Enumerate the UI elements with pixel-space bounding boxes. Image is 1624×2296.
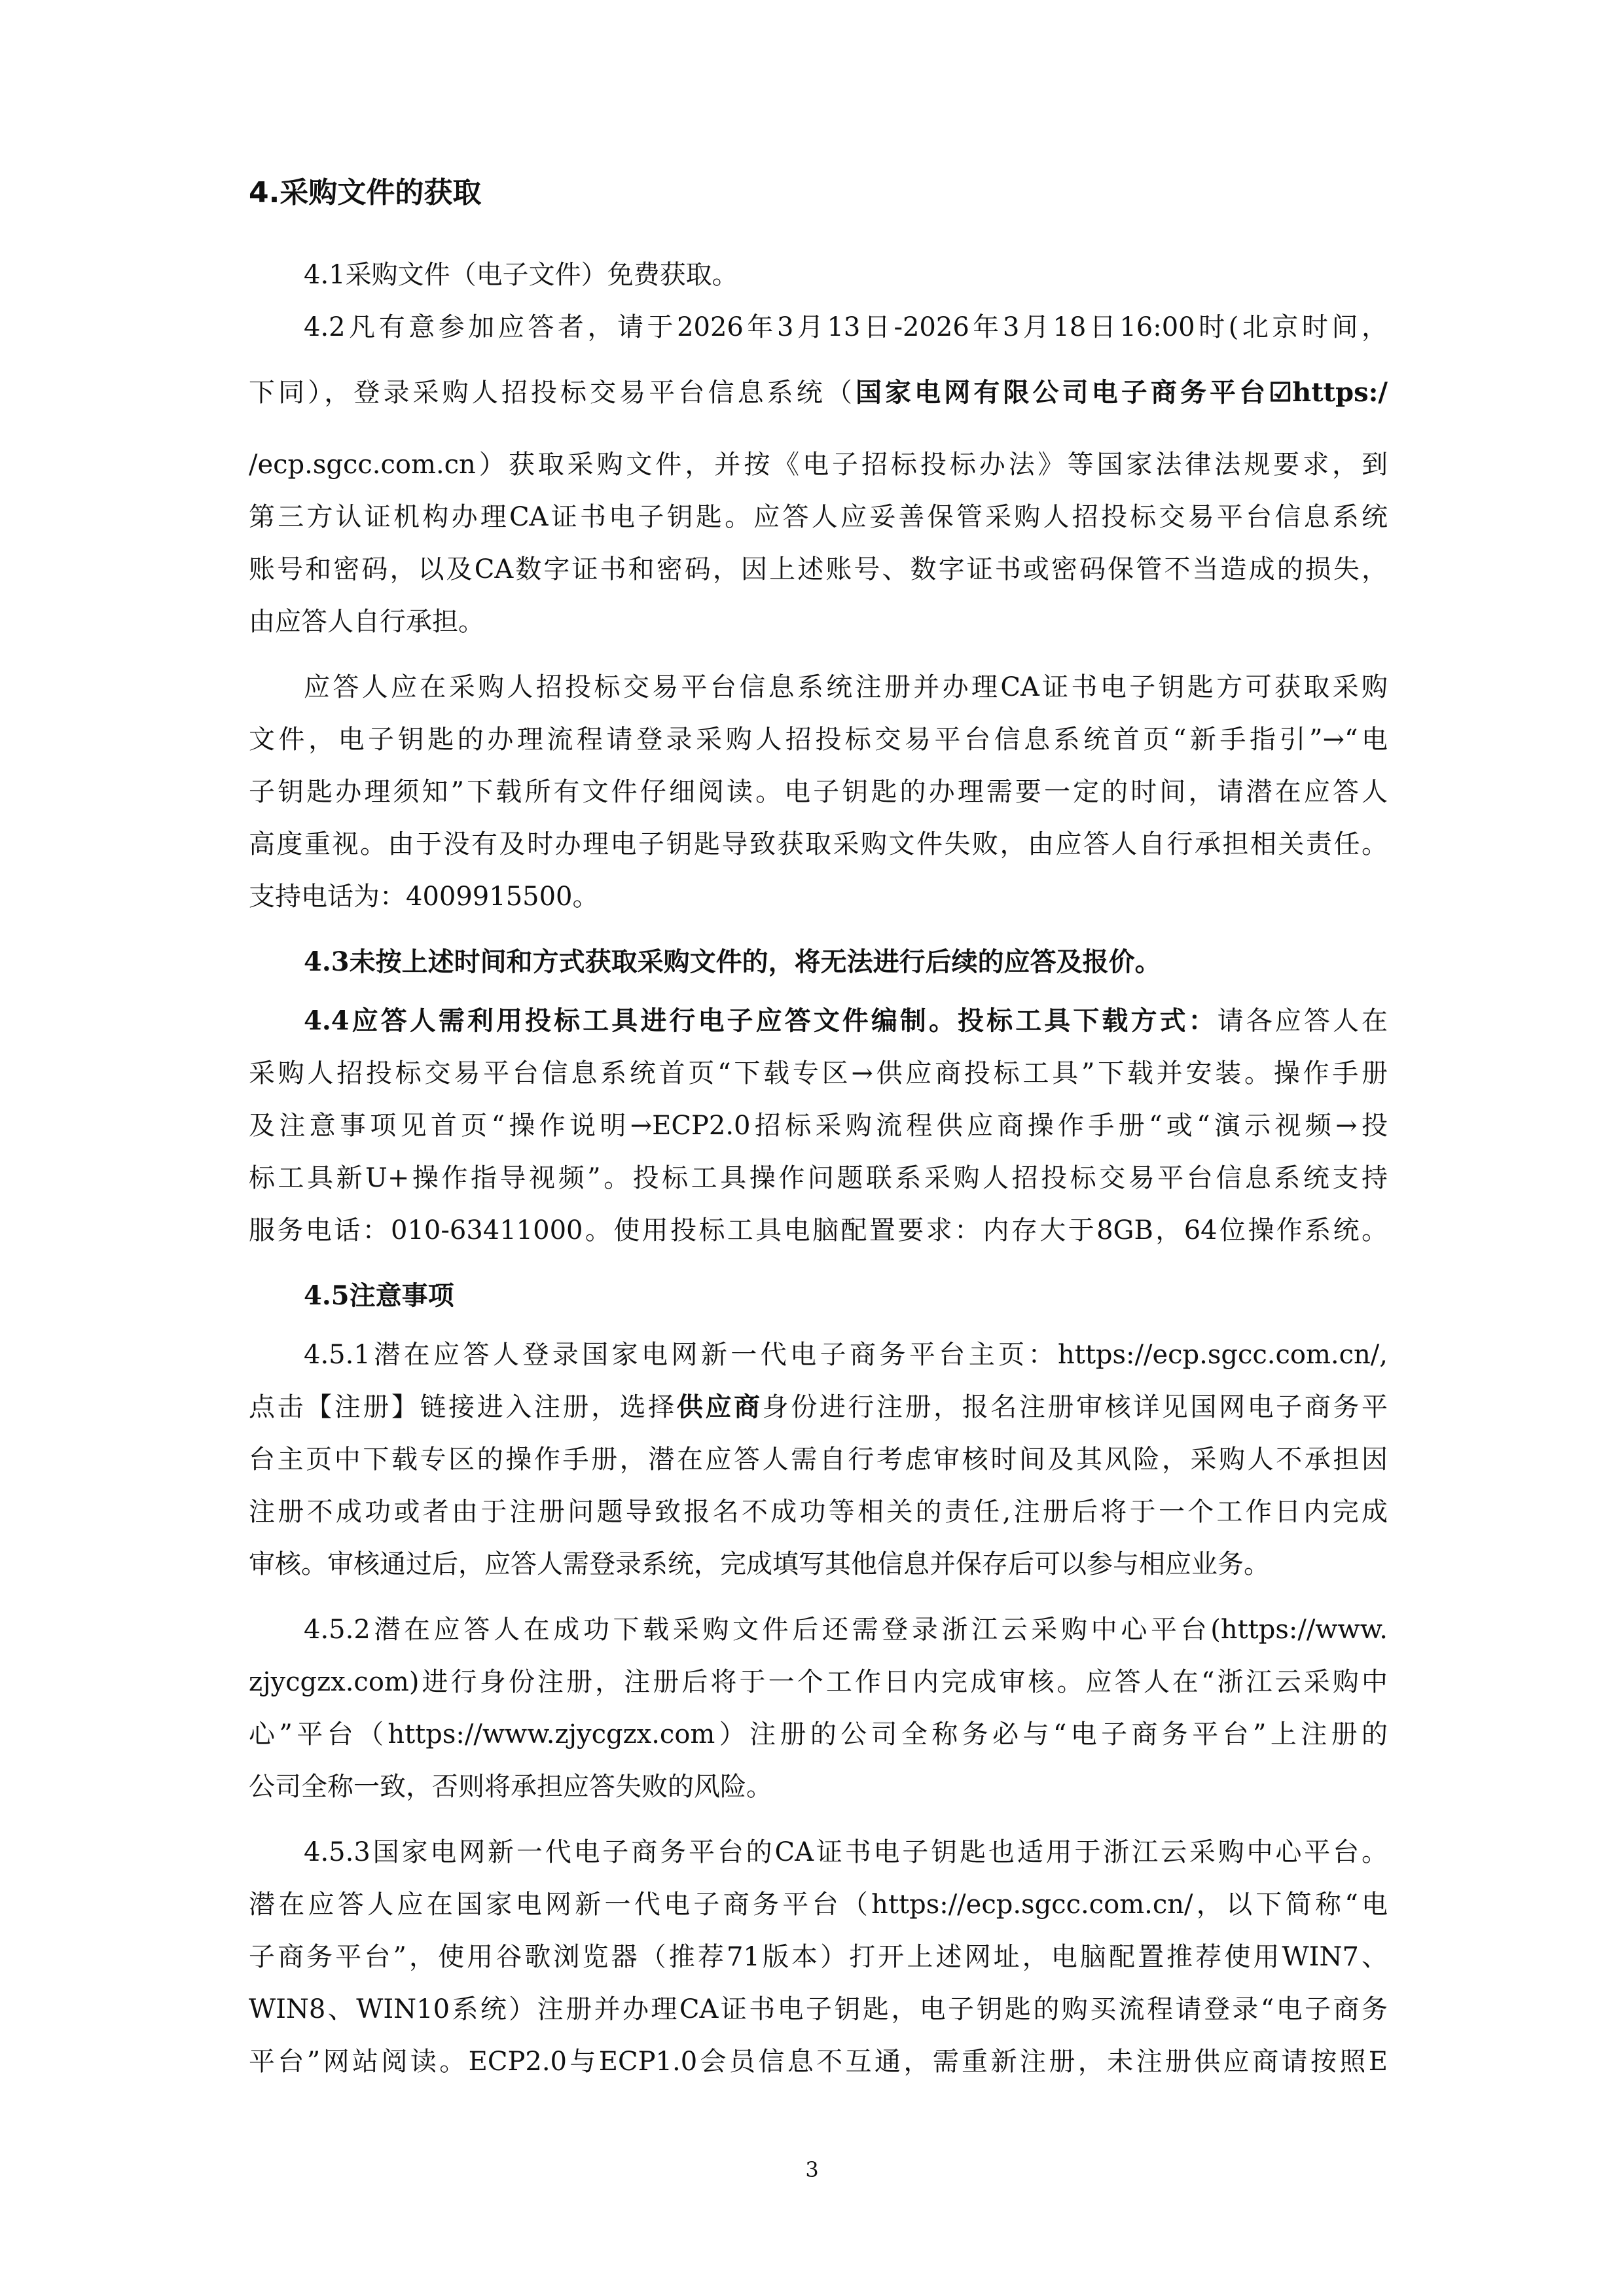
page-number: 3 [805,2157,819,2182]
subsection-heading: 4.5注意事项 [304,1280,454,1311]
text-line: 文件，电子钥匙的办理流程请登录采购人招投标交易平台信息系统首页“新手指引”→“电 [249,725,1388,755]
text-line: 4.2凡有意参加应答者，请于2026年3月13日-2026年3月18日16:00时(北京时间， [304,312,1388,342]
text-line: 平台”网站阅读。ECP2.0与ECP1.0会员信息不互通，需重新注册，未注册供应商请按照E [249,2047,1388,2077]
text-line: 子钥匙办理须知”下载所有文件仔细阅读。电子钥匙的办理需要一定的时间，请潜在应答人 [249,777,1388,807]
text-line-bold: 4.3未按上述时间和方式获取采购文件的，将无法进行后续的应答及报价。 [304,946,1161,977]
text-line: 4.5.2潜在应答人在成功下载采购文件后还需登录浙江云采购中心平台(https://www. [304,1615,1388,1645]
text-line: WIN8、WIN10系统）注册并办理CA证书电子钥匙，电子钥匙的购买流程请登录“电子商务 [249,1994,1388,2024]
text-line: /ecp.sgcc.com.cn）获取采购文件，并按《电子招标投标办法》等国家法律法规要求，到 [249,450,1388,480]
text-line: 4.5.1潜在应答人登录国家电网新一代电子商务平台主页：https://ecp.sgcc.com.cn/, [304,1340,1388,1370]
text-line: 及注意事项见首页“操作说明→ECP2.0招标采购流程供应商操作手册“或“演示视频→投 [249,1111,1388,1141]
text-span: 下同），登录采购人招投标交易平台信息系统（ [249,378,856,408]
text-line [249,367,1388,419]
text-line: 审核。审核通过后，应答人需登录系统，完成填写其他信息并保存后可以参与相应业务。 [249,1549,1270,1579]
text-line [249,995,1388,1047]
text-line: 应答人应在采购人招投标交易平台信息系统注册并办理CA证书电子钥匙方可获取采购 [304,672,1388,702]
text-line: 注册不成功或者由于注册问题导致报名不成功等相关的责任,注册后将于一个工作日内完成 [249,1497,1388,1527]
text-line: 账号和密码，以及CA数字证书和密码，因上述账号、数字证书或密码保管不当造成的损失， [249,554,1388,584]
text-line: zjycgzx.com)进行身份注册，注册后将于一个工作日内完成审核。应答人在“浙江云采购中 [249,1667,1388,1697]
text-line: 第三方认证机构办理CA证书电子钥匙。应答人应妥善保管采购人招投标交易平台信息系统 [249,502,1388,532]
text-line: 4.1采购文件（电子文件）免费获取。 [304,260,738,290]
text-line: 高度重视。由于没有及时办理电子钥匙导致获取采购文件失败，由应答人自行承担相关责任。 [249,829,1388,859]
bold-span: 4.4应答人需利用投标工具进行电子应答文件编制。投标工具下载方式： [304,1005,1218,1036]
section-heading: 4.采购文件的获取 [249,176,482,209]
text-span: 请各应答人在 [1217,1006,1388,1036]
text-line: 潜在应答人应在国家电网新一代电子商务平台（https://ecp.sgcc.com.cn/，以下简称“电 [249,1890,1388,1920]
text-line: 由应答人自行承担。 [249,607,484,637]
text-span: 点击【注册】链接进入注册，选择 [249,1392,677,1422]
text-line: 4.5.3国家电网新一代电子商务平台的CA证书电子钥匙也适用于浙江云采购中心平台。 [304,1837,1388,1867]
text-line: 采购人招投标交易平台信息系统首页“下载专区→供应商投标工具”下载并安装。操作手册 [249,1058,1388,1088]
text-line: 支持电话为：4009915500。 [249,882,599,912]
text-line: 公司全称一致，否则将承担应答失败的风险。 [249,1772,772,1802]
text-line [249,1381,1388,1433]
text-span: 身份进行注册，报名注册审核详见国网电子商务平 [762,1392,1388,1422]
bold-span: 供应商 [676,1391,763,1422]
text-line: 台主页中下载专区的操作手册，潜在应答人需自行考虑审核时间及其风险，采购人不承担因 [249,1444,1388,1475]
platform-name-bold: 国家电网有限公司电子商务平台☑https:/ [855,377,1388,408]
text-line: 服务电话：010-63411000。使用投标工具电脑配置要求：内存大于8GB，64位操作系统。 [249,1215,1388,1246]
text-line: 心”平台（https://www.zjycgzx.com）注册的公司全称务必与“电子商务平台”上注册的 [249,1719,1388,1749]
text-line: 标工具新U+操作指导视频”。投标工具操作问题联系采购人招投标交易平台信息系统支持 [249,1163,1388,1193]
text-line: 子商务平台”，使用谷歌浏览器（推荐71版本）打开上述网址，电脑配置推荐使用WIN7、 [249,1942,1388,1972]
